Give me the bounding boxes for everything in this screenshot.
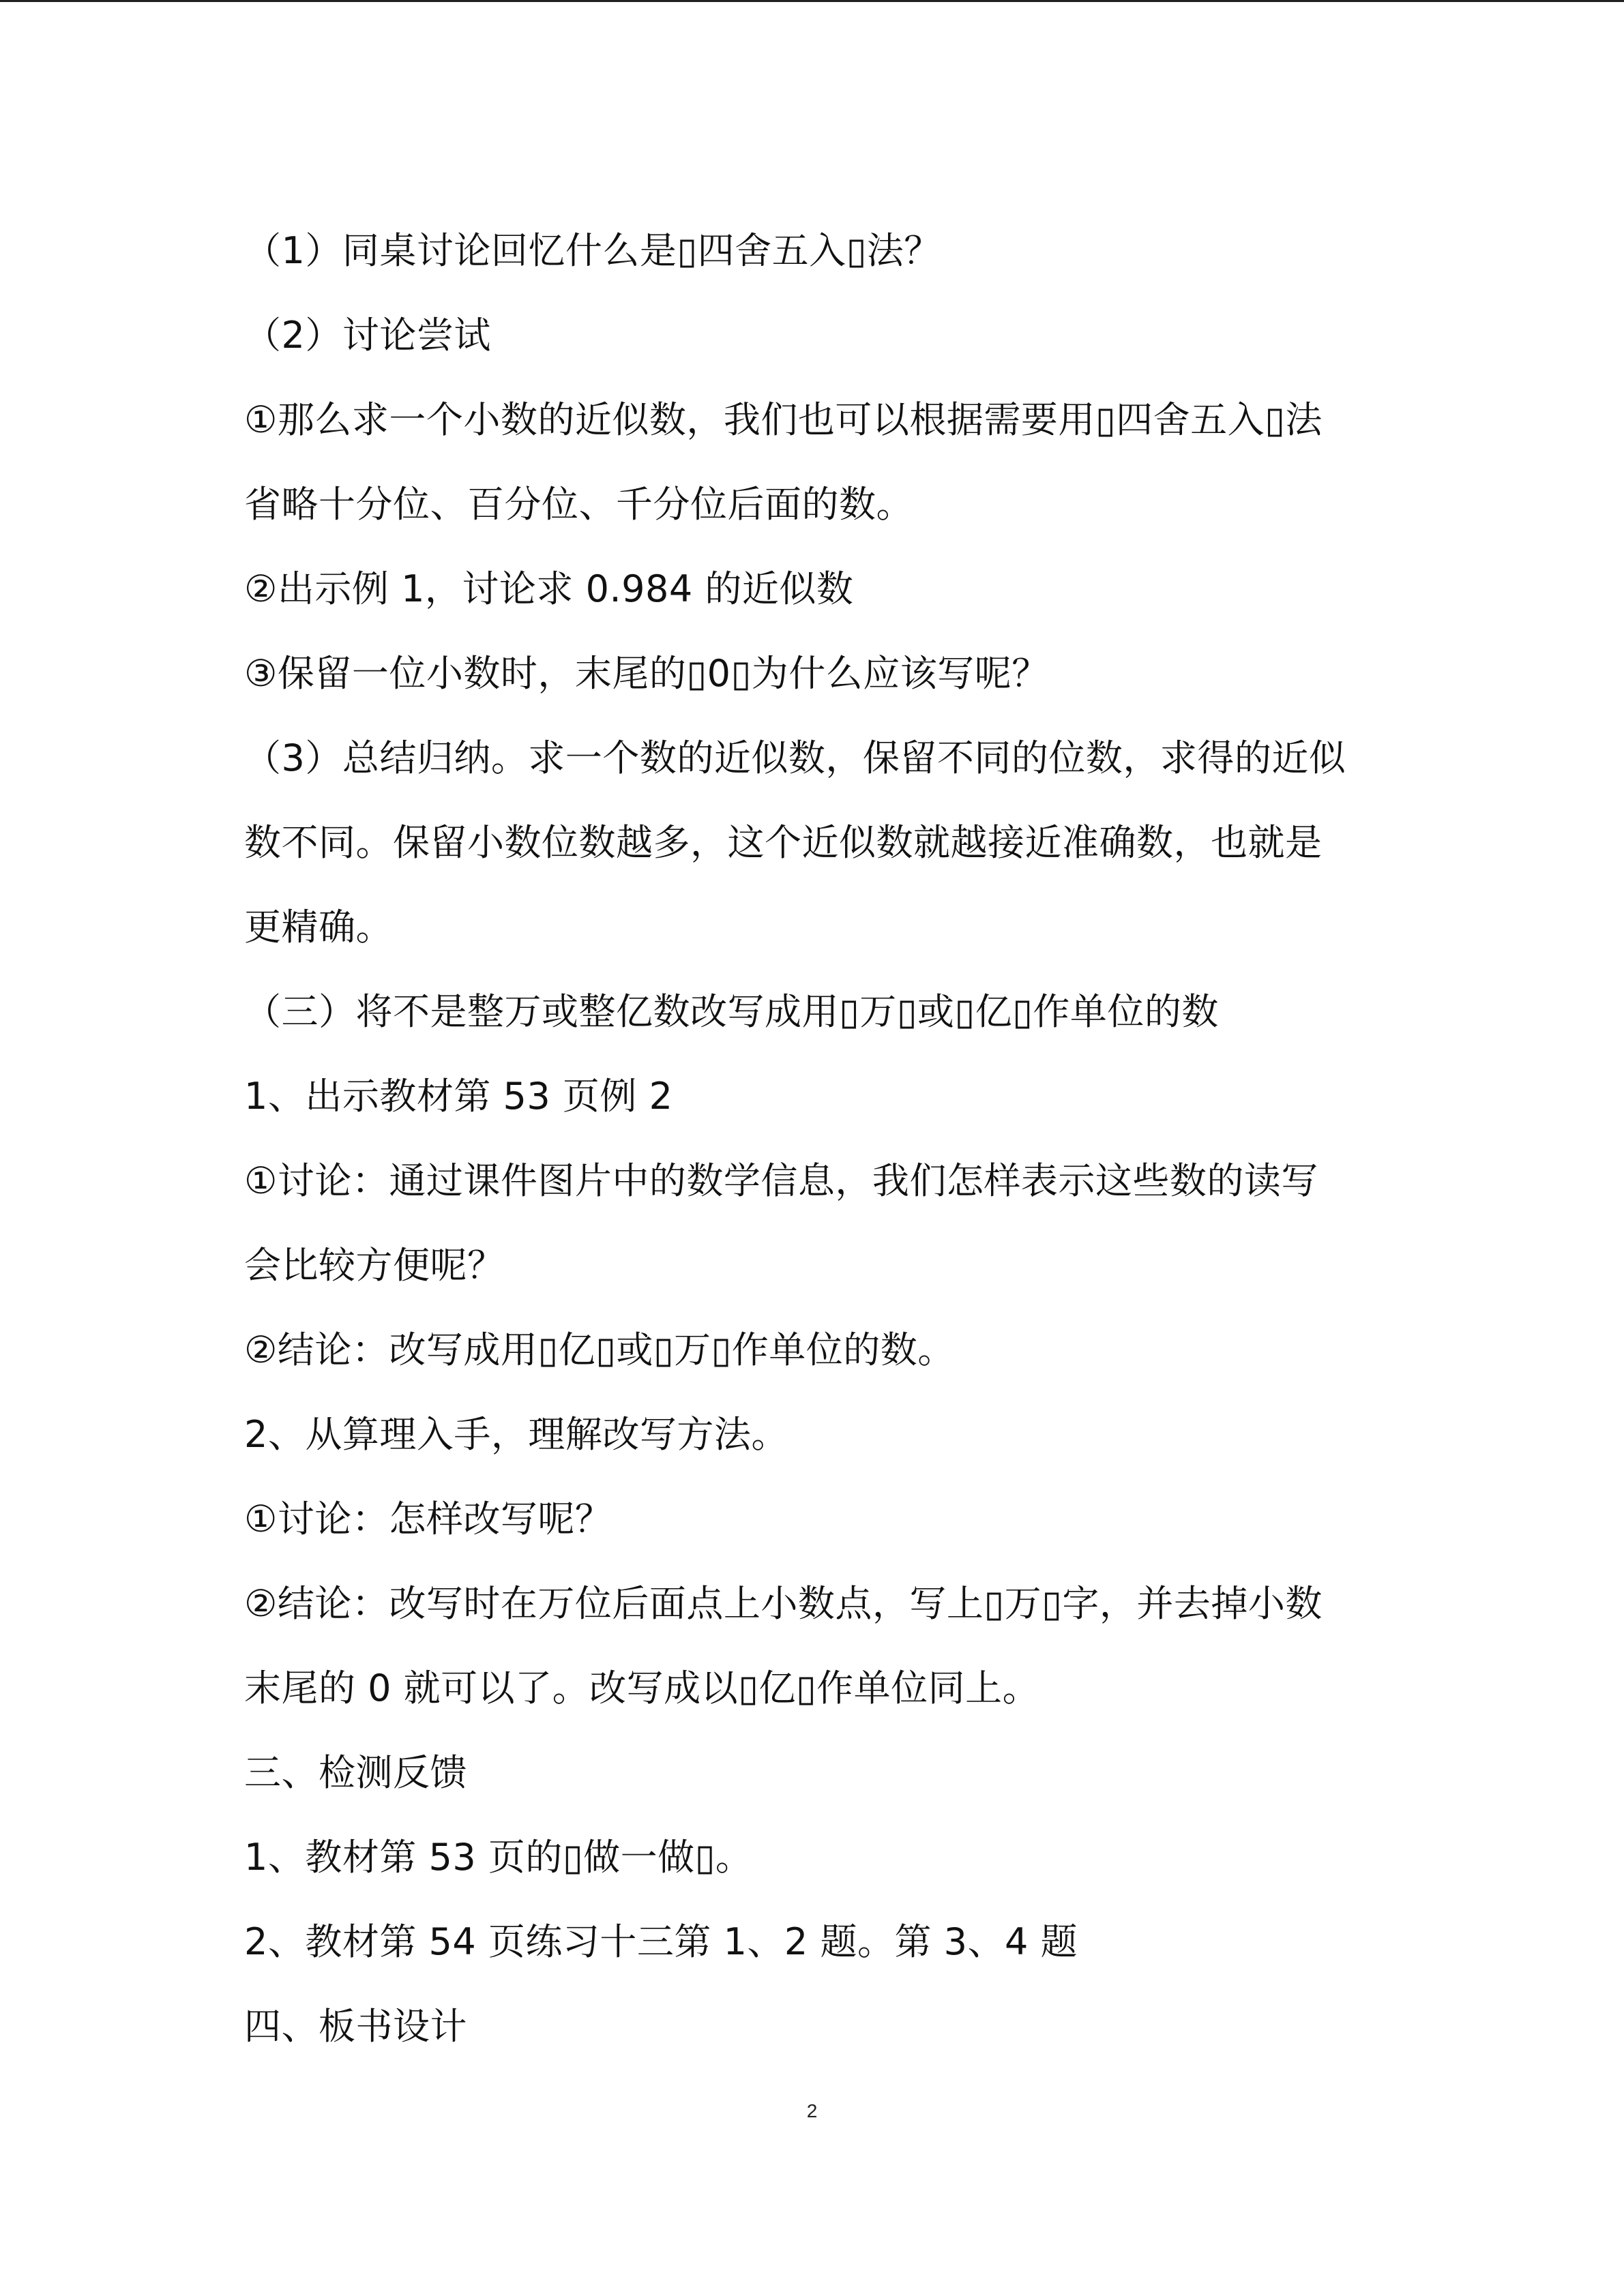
text-line: ③保留一位小数时，末尾的▯0▯为什么应该写呢？ <box>244 652 1049 695</box>
section-heading: 四、板书设计 <box>244 2005 467 2048</box>
text-line: 2、教材第 54 页练习十三第 1、2 题。第 3、4 题 <box>244 1920 1078 1963</box>
text-line: ②结论：改写成用▯亿▯或▯万▯作单位的数。 <box>244 1328 955 1371</box>
text-line: ①讨论：通过课件图片中的数学信息，我们怎样表示这些数的读写 <box>244 1159 1318 1202</box>
text-line: （2）讨论尝试 <box>244 314 491 357</box>
text-line: 末尾的 0 就可以了。改写成以▯亿▯作单位同上。 <box>244 1667 1040 1710</box>
text-line: （1）同桌讨论回忆什么是▯四舍五入▯法？ <box>244 229 941 272</box>
text-line: ①讨论：怎样改写呢？ <box>244 1497 612 1540</box>
page-number: 2 <box>806 2100 818 2121</box>
text-line: 会比较方便呢？ <box>244 1244 505 1287</box>
text-line: 省略十分位、百分位、千分位后面的数。 <box>244 483 913 526</box>
text-line: ②出示例 1，讨论求 0.984 的近似数 <box>244 567 854 610</box>
section-heading: 三、检测反馈 <box>244 1751 467 1794</box>
document-body <box>244 209 1390 2069</box>
text-line: 2、从算理入手，理解改写方法。 <box>244 1413 788 1456</box>
text-line: 数不同。保留小数位数越多，这个近似数就越接近准确数，也就是 <box>244 821 1323 864</box>
text-line: ①那么求一个小数的近似数，我们也可以根据需要用▯四舍五入▯法 <box>244 398 1323 441</box>
text-line: ②结论：改写时在万位后面点上小数点，写上▯万▯字，并去掉小数 <box>244 1582 1323 1625</box>
text-line: 1、教材第 53 页的▯做一做▯。 <box>244 1836 753 1879</box>
text-line: 1、出示教材第 53 页例 2 <box>244 1075 673 1118</box>
text-line: （三）将不是整万或整亿数改写成用▯万▯或▯亿▯作单位的数 <box>244 990 1219 1033</box>
text-line: （3）总结归纳。求一个数的近似数，保留不同的位数，求得的近似 <box>244 736 1346 779</box>
text-line: 更精确。 <box>244 906 393 949</box>
top-border-line <box>0 0 1624 2</box>
